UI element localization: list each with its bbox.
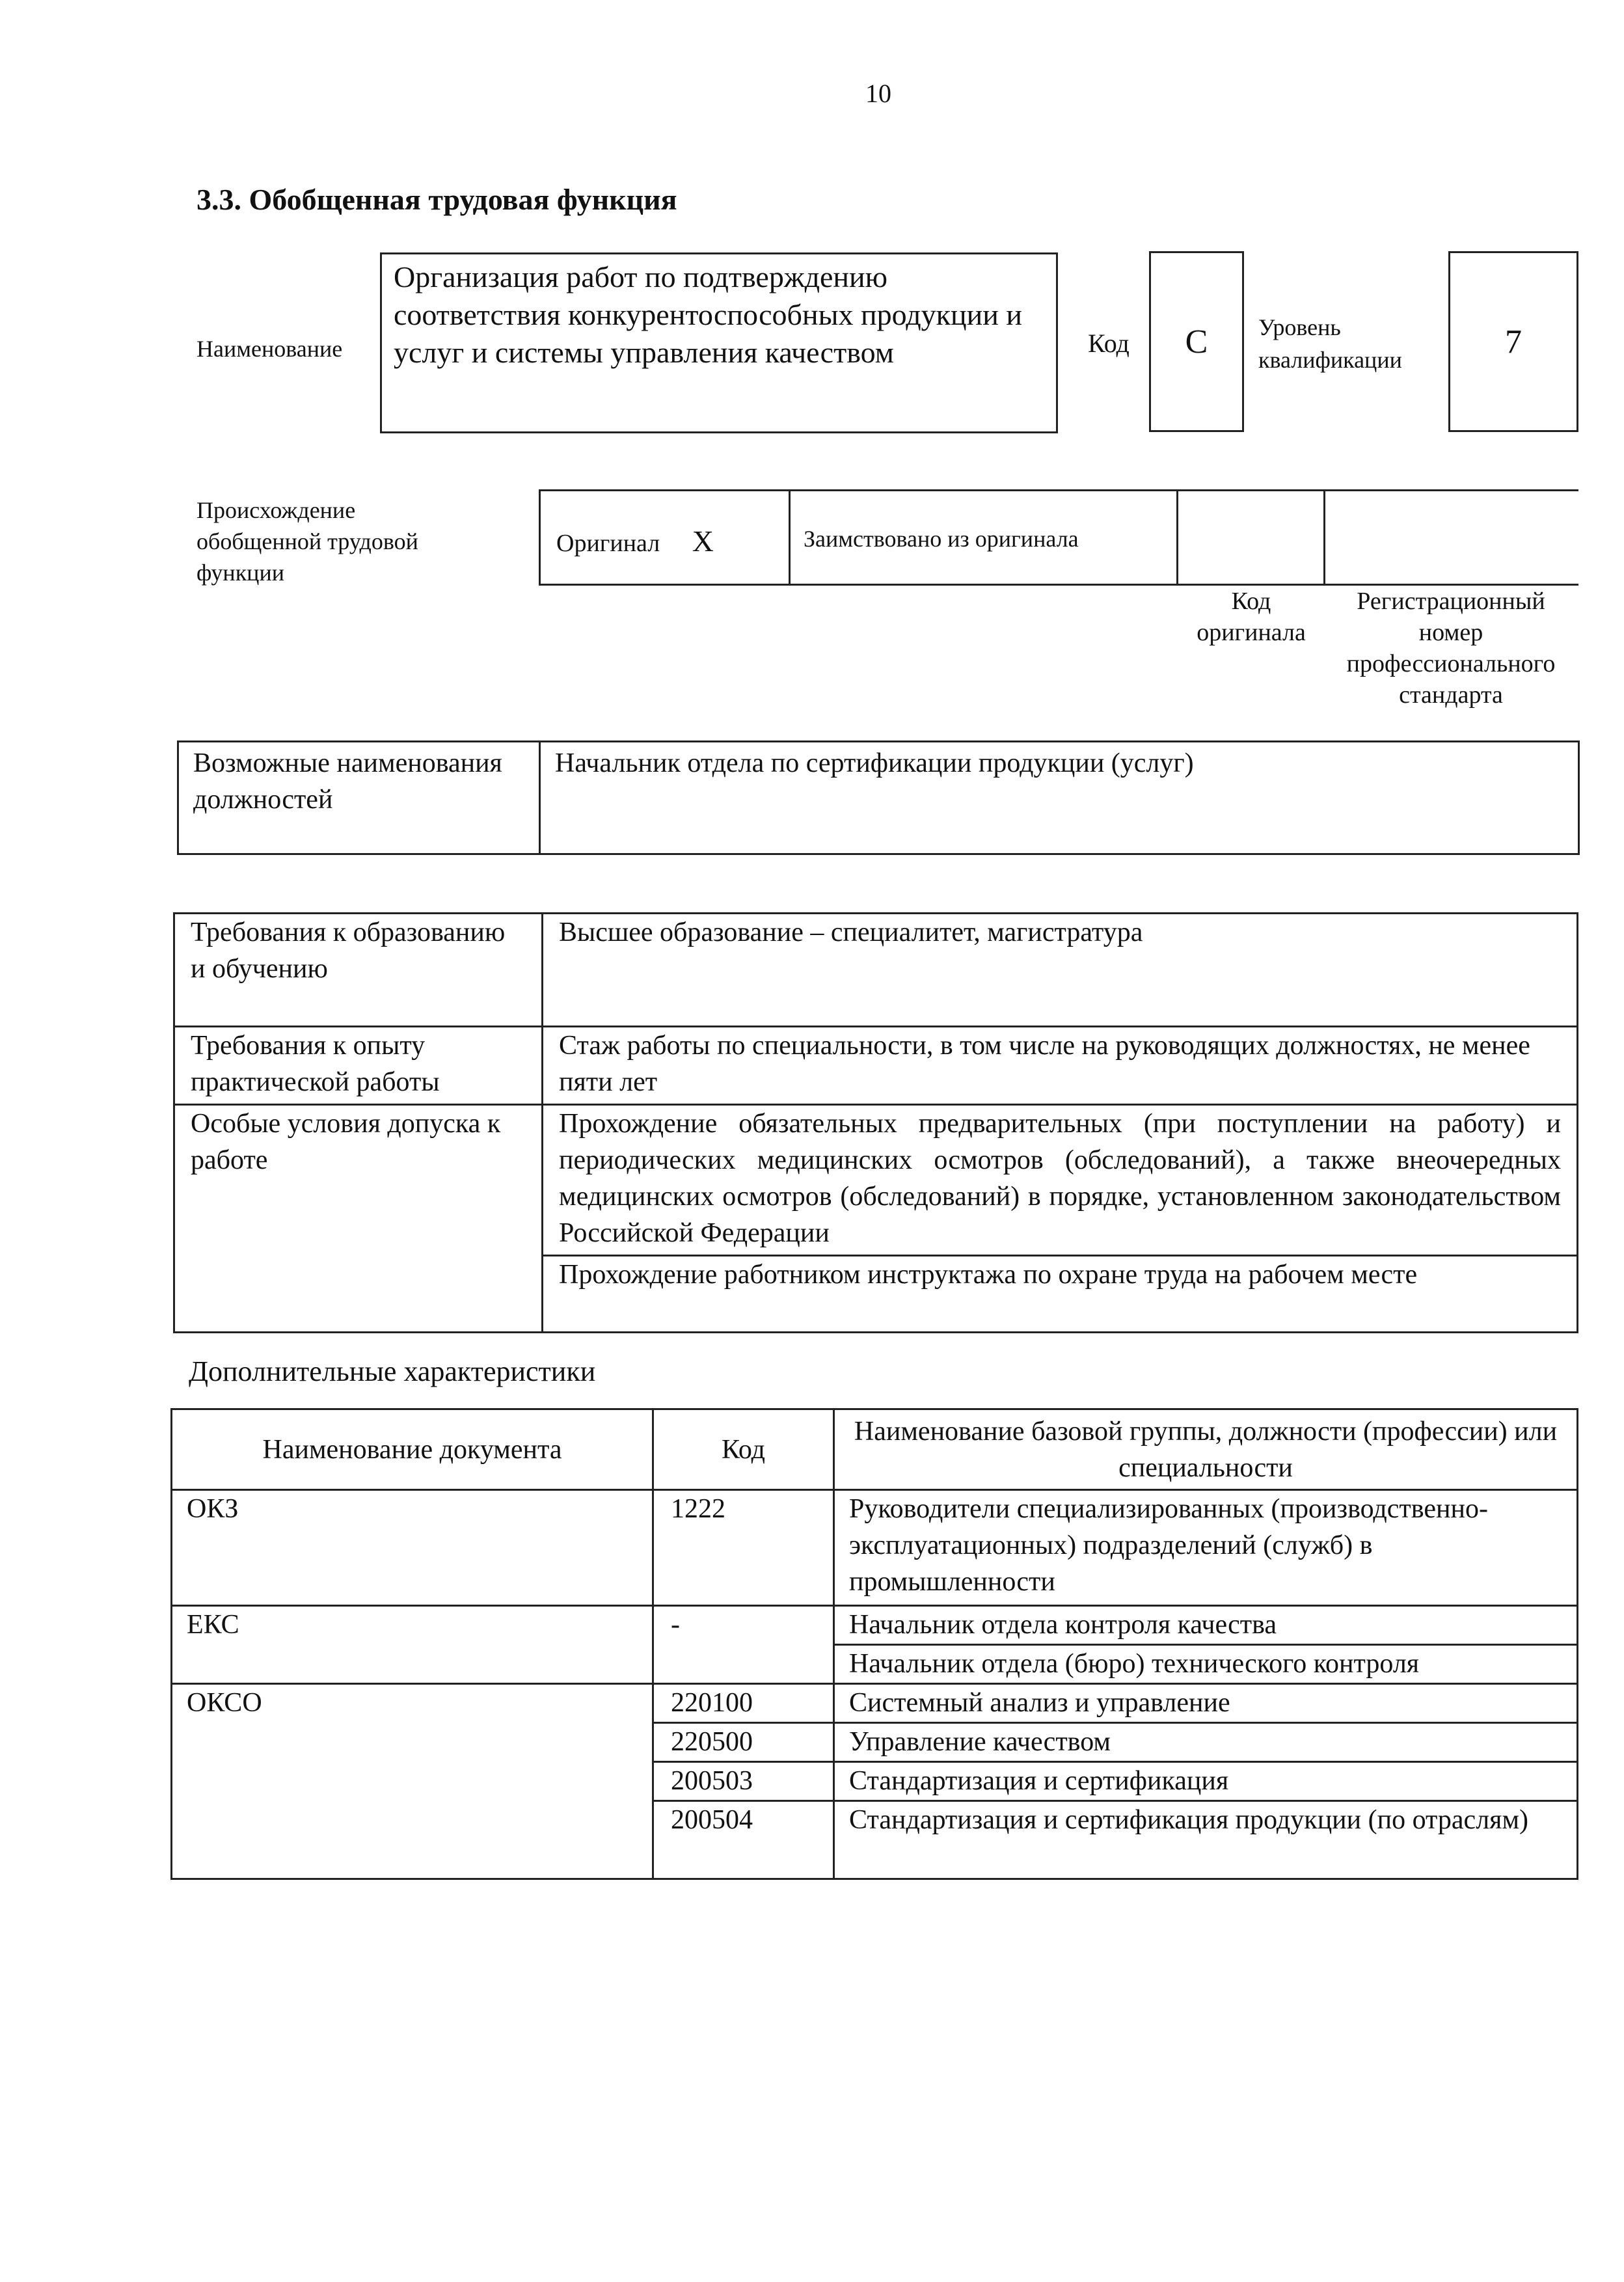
requirement-value: Прохождение работником инструктажа по охране труда на рабочем месте (543, 1256, 1578, 1333)
origin-code-cell (1178, 491, 1325, 585)
code-label: Код (1088, 329, 1130, 358)
table-row (172, 1684, 1578, 1723)
row-code: 220500 (653, 1723, 834, 1762)
positions-label: Возможные наименования должностей (178, 742, 540, 854)
original-mark: X (692, 524, 714, 558)
row-code: - (653, 1606, 834, 1684)
origin-reg-cell (1325, 491, 1579, 585)
function-name: Организация работ по подтверждению соответствия конкурентоспособных продукции и услуг и системы управления качеством (394, 260, 1022, 369)
level-box (1448, 251, 1578, 432)
row-doc: ЕКС (172, 1606, 653, 1684)
additional-table (170, 1408, 1578, 1880)
requirement-label: Требования к образованию и обучению (174, 914, 543, 1027)
origin-original-cell (540, 491, 790, 585)
additional-header-row (172, 1409, 1578, 1490)
requirement-row (174, 1027, 1578, 1105)
borrowed-label: Заимствовано из оригинала (804, 526, 1079, 552)
section-title: 3.3. Обобщенная трудовая функция (196, 183, 677, 216)
requirement-label: Особые условия допуска к работе (174, 1105, 543, 1333)
code-value: C (1185, 323, 1208, 360)
code-caption: Код оригинала (1197, 588, 1306, 646)
requirements-table (173, 912, 1578, 1333)
requirement-row (174, 914, 1578, 1027)
original-label: Оригинал (556, 530, 660, 557)
positions-value: Начальник отдела по сертификации продукции (услуг) (540, 742, 1579, 854)
requirement-label: Требования к опыту практической работы (174, 1027, 543, 1105)
row-name: Стандартизация и сертификация (834, 1762, 1578, 1801)
additional-title: Дополнительные характеристики (189, 1355, 596, 1387)
requirement-value: Высшее образование – специалитет, магистратура (543, 914, 1578, 1027)
page-number: 10 (865, 79, 891, 108)
requirement-value: Прохождение обязательных предварительных (при поступлении на работу) и периодических медицинских осмотров (обследований), а также внеочередных медицинских осмотров (обследований) в порядке, установленном законодательством Российской Федерации (543, 1105, 1578, 1256)
table-row (172, 1606, 1578, 1645)
function-name-box (380, 252, 1058, 433)
level-label: Уровень квалификации (1258, 314, 1402, 373)
positions-table (177, 740, 1580, 855)
level-value: 7 (1505, 323, 1522, 360)
row-name: Управление качеством (834, 1723, 1578, 1762)
header-name: Наименование базовой группы, должности (профессии) или специальности (834, 1409, 1578, 1490)
origin-borrowed-cell (790, 491, 1178, 585)
row-name: Начальник отдела контроля качества (834, 1606, 1578, 1645)
row-code: 1222 (653, 1490, 834, 1606)
row-name: Начальник отдела (бюро) технического контроля (834, 1645, 1578, 1684)
requirement-value: Стаж работы по специальности, в том числе на руководящих должностях, не менее пяти лет (543, 1027, 1578, 1105)
row-code: 200503 (653, 1762, 834, 1801)
row-name: Системный анализ и управление (834, 1684, 1578, 1723)
header-code: Код (653, 1409, 834, 1490)
code-box (1149, 251, 1244, 432)
row-doc: ОКЗ (172, 1490, 653, 1606)
requirement-row (174, 1105, 1578, 1256)
row-doc: ОКСО (172, 1684, 653, 1879)
row-code: 200504 (653, 1801, 834, 1879)
origin-table (539, 489, 1578, 586)
header-doc: Наименование документа (172, 1409, 653, 1490)
table-row (172, 1490, 1578, 1606)
row-name: Стандартизация и сертификация продукции (по отраслям) (834, 1801, 1578, 1879)
row-code: 220100 (653, 1684, 834, 1723)
origin-label: Происхождение обобщенной трудовой функции (196, 497, 418, 586)
row-name: Руководители специализированных (производственно-эксплуатационных) подразделений (служб) в промышленности (834, 1490, 1578, 1606)
reg-caption: Регистрационный номер профессионального стандарта (1346, 588, 1556, 709)
name-label: Наименование (196, 336, 343, 362)
